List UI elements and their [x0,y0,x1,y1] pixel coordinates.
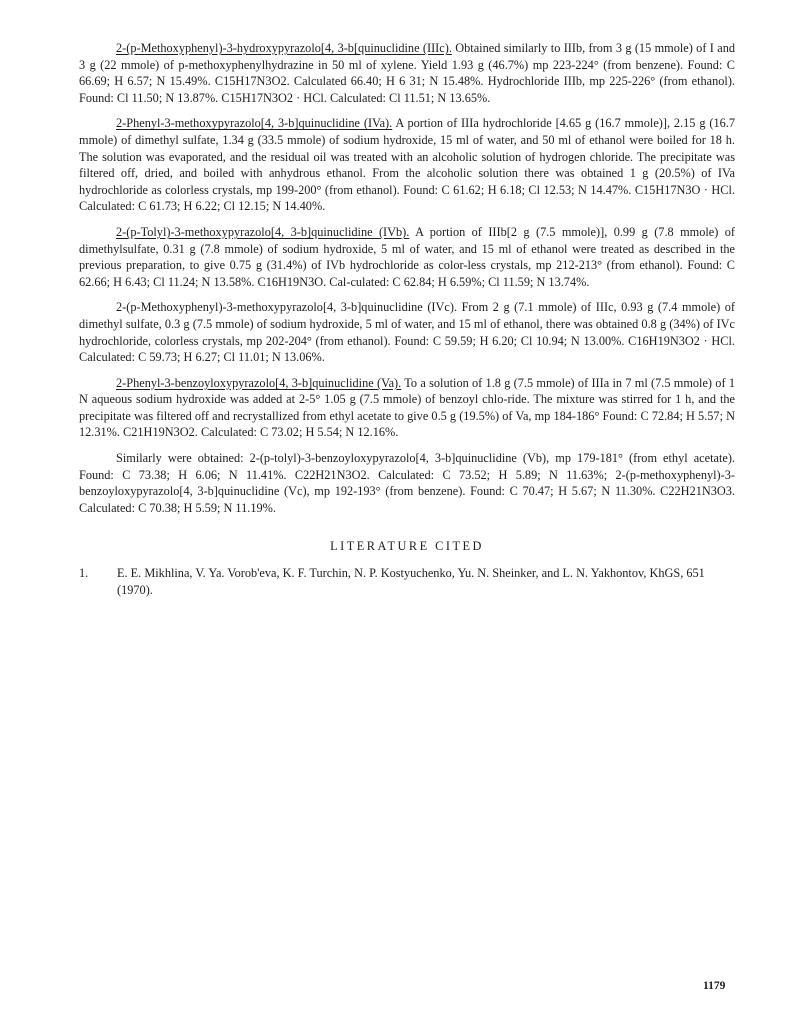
paragraph-text: To a solution of 1.8 g (7.5 mmole) of IIIa in 7 ml (7.5 mmole) of 1 N aqueous sodium hydroxide was added at 2-5° 1.05 g (7.5 mmole) of benzoyl chlo-ride. The mixture was stirred for 1 h, and the precipitate was filtered off and recrystallized from ethyl acetate to give 0.5 g (19.5%) of Va, mp 184-186° Found: C 72.84; H 5.57; N 12.31%. C21H19N3O2. Calculated: C 73.02; H 5.54; N 12.16%. [79,375,735,440]
reference-number: 1. [79,566,89,581]
page-number: 1179 [703,980,726,992]
paragraph-text: Obtained similarly to IIIb, from 3 g (15 mmole) of I and 3 g (22 mmole) of p-methoxyphenylhydrazine in 50 ml of xylene. Yield 1.93 g (46.7%) mp 223-224° (from benzene). Found: C 66.69; H 6.57; N 15.49%. C15H17N3O2. Calculated 66.40; H 6 31; N 15.48%. Hydrochloride IIIb, mp 225-226° (from ethanol). Found: Cl 11.50; N 13.87%. C15H17N3O2 · HCl. Calculated: Cl 11.51; N 13.65%. [79,41,735,105]
compound-heading: 2-Phenyl-3-benzoyloxypyrazolo[4, 3-b]quinuclidine (Va). [116,375,402,390]
reference-text: E. E. Mikhlina, V. Ya. Vorob'eva, K. F. Turchin, N. P. Kostyuchenko, Yu. N. Sheinker, and L. N. Yakhontov, KhGS, 651 (1970). [117,566,705,597]
experimental-paragraph-iva [79,115,735,215]
references-heading: LITERATURE CITED [330,539,484,554]
paragraph-text: A portion of IIIb[2 g (7.5 mmole)], 0.99 g (7.8 mmole) of dimethylsulfate, 0.31 g (7.8 mmole) of sodium hydroxide, 5 ml of water, and 15 ml of ethanol were treated as described in the previous preparation, to give 0.75 g (31.4%) of IVb hydrochloride as color-less crystals, mp 212-213° (from ethanol). Found: C 62.66; H 6.43; Cl 11.24; N 13.58%. C16H19N3O. Cal-culated: C 62.84; H 6.59%; Cl 11.59; N 13.74%. [79,224,735,289]
paragraph-text: Similarly were obtained: 2-(p-tolyl)-3-benzoyloxypyrazolo[4, 3-b]quinuclidine (Vb), mp 179-181° (from ethyl acetate). Found: C 73.38; H 6.06; N 11.41%. C22H21N3O2. Calculated: C 73.52; H 5.89; N 11.63%; 2-(p-methoxyphenyl)-3-benzoyloxypyrazolo[4, 3-b]quinuclidine (Vc), mp 192-193° (from benzene). Found: C 70.47; H 5.67; N 11.30%. C22H21N3O3. Calculated: C 70.38; H 5.59; N 11.19%. [79,451,735,515]
paragraph-text: A portion of IIIa hydrochloride [4.65 g (16.7 mmole)], 2.15 g (16.7 mmole) of dimethyl sulfate, 1.34 g (33.5 mmole) of sodium hydroxide, 15 ml of water, and 50 ml of ethanol were boiled for 18 h. The solution was evaporated, and the residual oil was treated with an alcoholic solution of hydrogen chloride. The precipitate was filtered off, dried, and boiled with anhydrous ethanol. From the alcoholic solution there was obtained 1 g (20.5%) of IVa hydrochloride as colorless crystals, mp 199-200° (from ethanol). Found: C 61.62; H 6.18; Cl 12.53; N 14.47%. C15H17N3O · HCl. Calculated: C 61.73; H 6.22; Cl 12.15; N 14.40%. [79,116,735,214]
compound-heading: 2-(p-Methoxyphenyl)-3-hydroxypyrazolo[4, 3-b[quinuclidine (IIIc). [116,41,452,55]
experimental-paragraph-ivb [79,224,735,290]
experimental-paragraph-va [79,375,735,441]
reference-item [79,565,735,598]
compound-heading: 2-(p-Tolyl)-3-methoxypyrazolo[4, 3-b]quinuclidine (IVb). [116,224,410,239]
experimental-paragraph-vb-vc [79,450,735,516]
experimental-paragraph-ivc [79,299,735,365]
experimental-paragraph-iiic [79,40,735,106]
article-body [79,40,735,598]
paragraph-text: 2-(p-Methoxyphenyl)-3-methoxypyrazolo[4, 3-b]quinuclidine (IVc). From 2 g (7.1 mmole) of IIIc, 0.93 g (7.4 mmole) of dimethyl sulfate, 0.3 g (7.5 mmole) of sodium hydroxide, 5 ml of water, and 15 ml of ethanol, there was obtained 0.8 g (34%) of IVc hydrochloride, colorless crystals, mp 202-204° (from ethanol). Found: C 59.59; H 6.20; Cl 10.94; N 13.00%. C16H19N3O2 · HCl. Calculated: C 59.73; H 6.27; Cl 11.01; N 13.06%. [79,300,735,365]
compound-heading: 2-Phenyl-3-methoxypyrazolo[4, 3-b]quinuclidine (IVa). [116,116,393,131]
